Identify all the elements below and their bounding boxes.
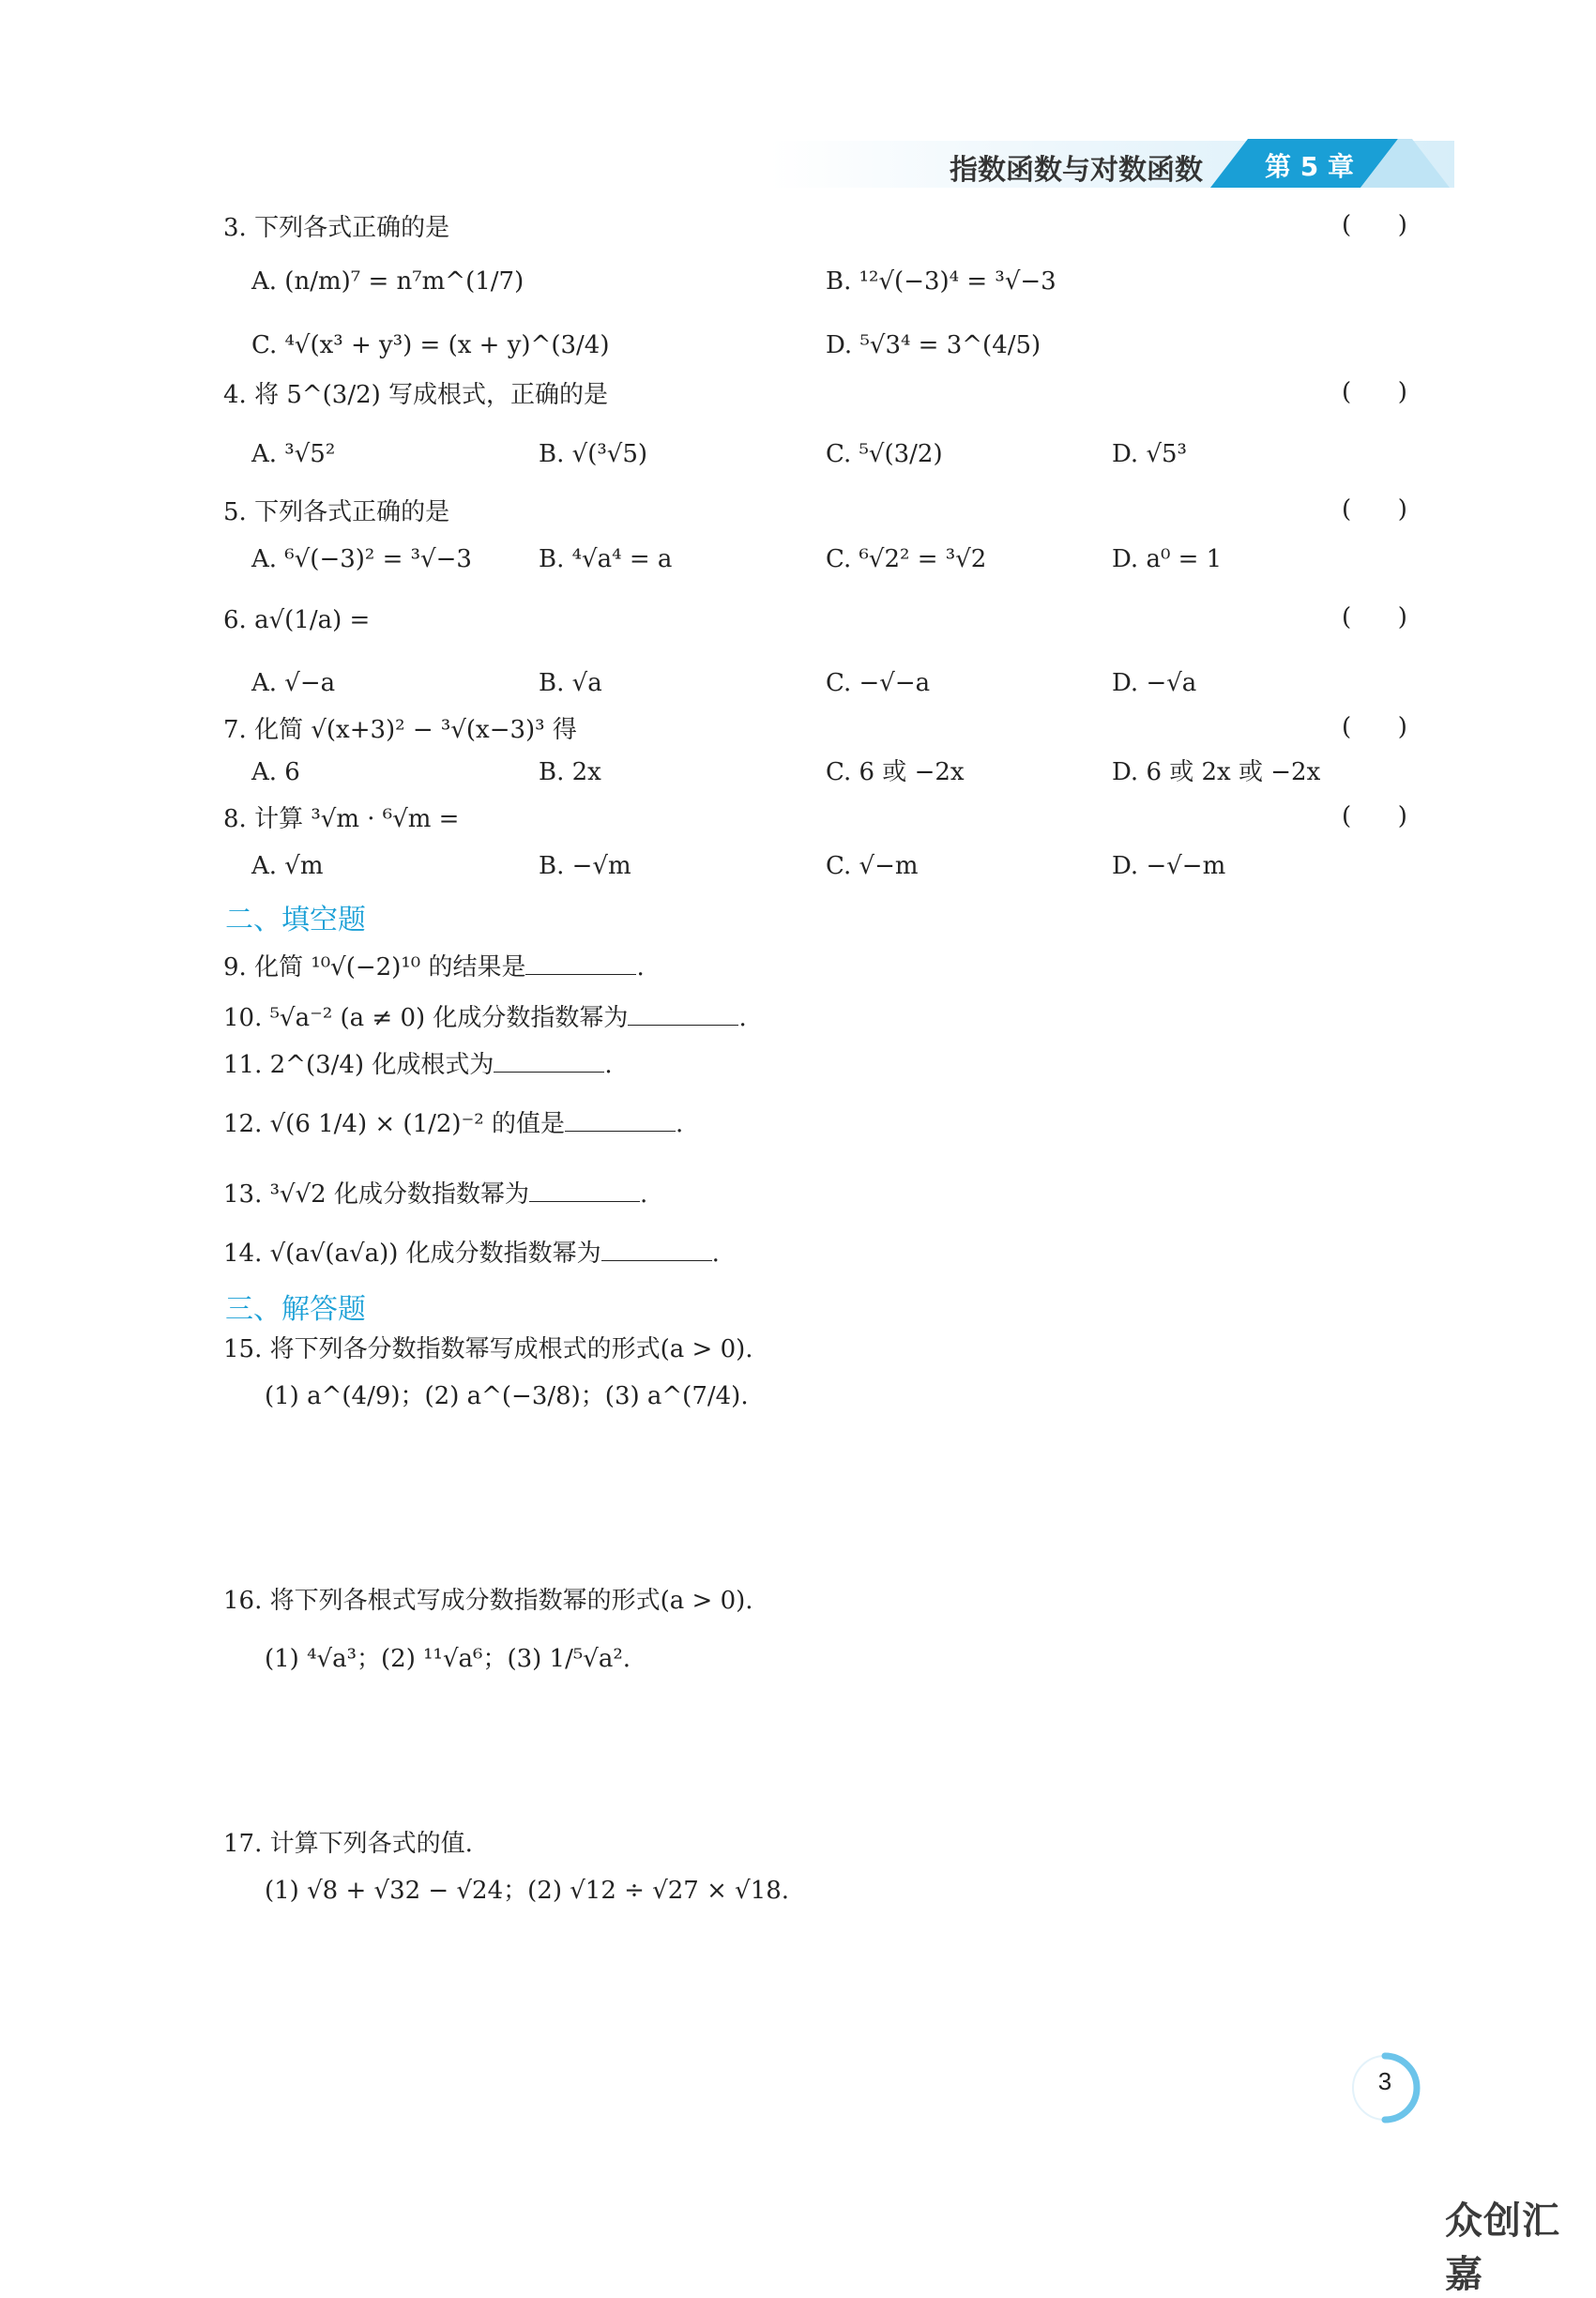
q5-option-a[interactable]: A. ⁶√(−3)² = ³√−3 bbox=[251, 545, 472, 573]
q5-stem: 5. 下列各式正确的是 bbox=[223, 498, 450, 526]
q17-parts: (1) √8 + √32 − √24；(2) √12 ÷ √27 × √18. bbox=[265, 1877, 790, 1905]
q7-option-c[interactable]: C. 6 或 −2x bbox=[826, 758, 965, 786]
q11: 11. 2^(3/4) 化成根式为 . bbox=[223, 1051, 613, 1079]
q10: 10. ⁵√a⁻² (a ≠ 0) 化成分数指数幂为 . bbox=[223, 1004, 747, 1032]
q7-option-b[interactable]: B. 2x bbox=[539, 758, 601, 786]
q6-option-b[interactable]: B. √a bbox=[539, 669, 602, 697]
q11-answer-blank[interactable] bbox=[494, 1049, 604, 1073]
q3-option-a[interactable]: A. (n/m)⁷ = n⁷m^(1/7) bbox=[251, 267, 524, 296]
q17-stem: 17. 计算下列各式的值. bbox=[223, 1830, 473, 1858]
q15-parts: (1) a^(4/9)；(2) a^(−3/8)；(3) a^(7/4). bbox=[265, 1382, 749, 1410]
q3-stem: 3. 下列各式正确的是 bbox=[223, 214, 450, 242]
q4-option-c[interactable]: C. ⁵√(3/2) bbox=[826, 440, 943, 468]
q4-option-a[interactable]: A. ³√5² bbox=[251, 440, 336, 468]
q15-stem: 15. 将下列各分数指数幂写成根式的形式(a > 0). bbox=[223, 1335, 753, 1363]
q4-stem: 4. 将 5^(3/2) 写成根式，正确的是 bbox=[223, 381, 609, 409]
q4-option-d[interactable]: D. √5³ bbox=[1112, 440, 1187, 468]
q15-answer-area[interactable] bbox=[265, 1417, 1391, 1567]
q14-answer-blank[interactable] bbox=[601, 1238, 712, 1261]
q4-answer-paren[interactable]: ( ) bbox=[1342, 378, 1407, 406]
q14: 14. √(a√(a√a)) 化成分数指数幂为 . bbox=[223, 1240, 720, 1268]
q9-text: 9. 化简 ¹⁰√(−2)¹⁰ 的结果是 bbox=[223, 953, 526, 982]
q7-stem: 7. 化简 √(x+3)² − ³√(x−3)³ 得 bbox=[223, 716, 577, 744]
q5-answer-paren[interactable]: ( ) bbox=[1342, 495, 1407, 524]
page-number: 3 bbox=[1377, 2067, 1392, 2095]
q4-option-b[interactable]: B. √(³√5) bbox=[539, 440, 648, 468]
q3-option-d[interactable]: D. ⁵√3⁴ = 3^(4/5) bbox=[826, 331, 1041, 359]
q16-stem: 16. 将下列各根式写成分数指数幂的形式(a > 0). bbox=[223, 1587, 753, 1615]
q8-stem: 8. 计算 ³√m · ⁶√m = bbox=[223, 805, 460, 833]
q14-text: 14. √(a√(a√a)) 化成分数指数幂为 bbox=[223, 1240, 601, 1268]
q5-option-d[interactable]: D. a⁰ = 1 bbox=[1112, 545, 1223, 573]
q6-option-d[interactable]: D. −√a bbox=[1112, 669, 1197, 697]
q13-answer-blank[interactable] bbox=[529, 1179, 640, 1202]
q8-option-a[interactable]: A. √m bbox=[251, 852, 324, 880]
header-subject: 指数函数与对数函数 bbox=[950, 154, 1203, 187]
q12: 12. √(6 1/4) × (1/2)⁻² 的值是 . bbox=[223, 1110, 684, 1138]
q10-text: 10. ⁵√a⁻² (a ≠ 0) 化成分数指数幂为 bbox=[223, 1004, 629, 1032]
q5-option-c[interactable]: C. ⁶√2² = ³√2 bbox=[826, 545, 987, 573]
q17-answer-area[interactable] bbox=[265, 1914, 1391, 2036]
q7-answer-paren[interactable]: ( ) bbox=[1342, 713, 1407, 741]
q9: 9. 化简 ¹⁰√(−2)¹⁰ 的结果是 . bbox=[223, 953, 645, 982]
q6-answer-paren[interactable]: ( ) bbox=[1342, 603, 1407, 632]
q8-option-b[interactable]: B. −√m bbox=[539, 852, 631, 880]
q9-answer-blank[interactable] bbox=[525, 951, 636, 975]
q12-text: 12. √(6 1/4) × (1/2)⁻² 的值是 bbox=[223, 1110, 565, 1138]
q8-answer-paren[interactable]: ( ) bbox=[1342, 802, 1407, 830]
q16-answer-area[interactable] bbox=[265, 1689, 1391, 1830]
section-fill-in-title: 二、填空题 bbox=[225, 904, 366, 936]
q6-option-c[interactable]: C. −√−a bbox=[826, 669, 931, 697]
q3-option-b[interactable]: B. ¹²√(−3)⁴ = ³√−3 bbox=[826, 267, 1056, 296]
q3-option-c[interactable]: C. ⁴√(x³ + y³) = (x + y)^(3/4) bbox=[251, 331, 610, 359]
q12-answer-blank[interactable] bbox=[565, 1108, 676, 1132]
q5-option-b[interactable]: B. ⁴√a⁴ = a bbox=[539, 545, 673, 573]
q13: 13. ³√√2 化成分数指数幂为 . bbox=[223, 1180, 648, 1209]
chapter-label: 第 5 章 bbox=[1265, 151, 1354, 182]
q11-text: 11. 2^(3/4) 化成根式为 bbox=[223, 1051, 494, 1079]
watermark: 众创汇嘉 bbox=[1445, 2199, 1560, 2296]
q13-text: 13. ³√√2 化成分数指数幂为 bbox=[223, 1180, 529, 1209]
q3-answer-paren[interactable]: ( ) bbox=[1342, 211, 1407, 239]
q7-option-a[interactable]: A. 6 bbox=[251, 758, 300, 786]
q8-option-d[interactable]: D. −√−m bbox=[1112, 852, 1226, 880]
section-answer-title: 三、解答题 bbox=[225, 1293, 366, 1326]
q6-option-a[interactable]: A. √−a bbox=[251, 669, 336, 697]
q8-option-c[interactable]: C. √−m bbox=[826, 852, 919, 880]
q6-stem: 6. a√(1/a) = bbox=[223, 606, 371, 634]
q16-parts: (1) ⁴√a³；(2) ¹¹√a⁶；(3) 1/⁵√a². bbox=[265, 1645, 631, 1673]
q7-option-d[interactable]: D. 6 或 2x 或 −2x bbox=[1112, 758, 1321, 786]
q10-answer-blank[interactable] bbox=[628, 1002, 738, 1026]
